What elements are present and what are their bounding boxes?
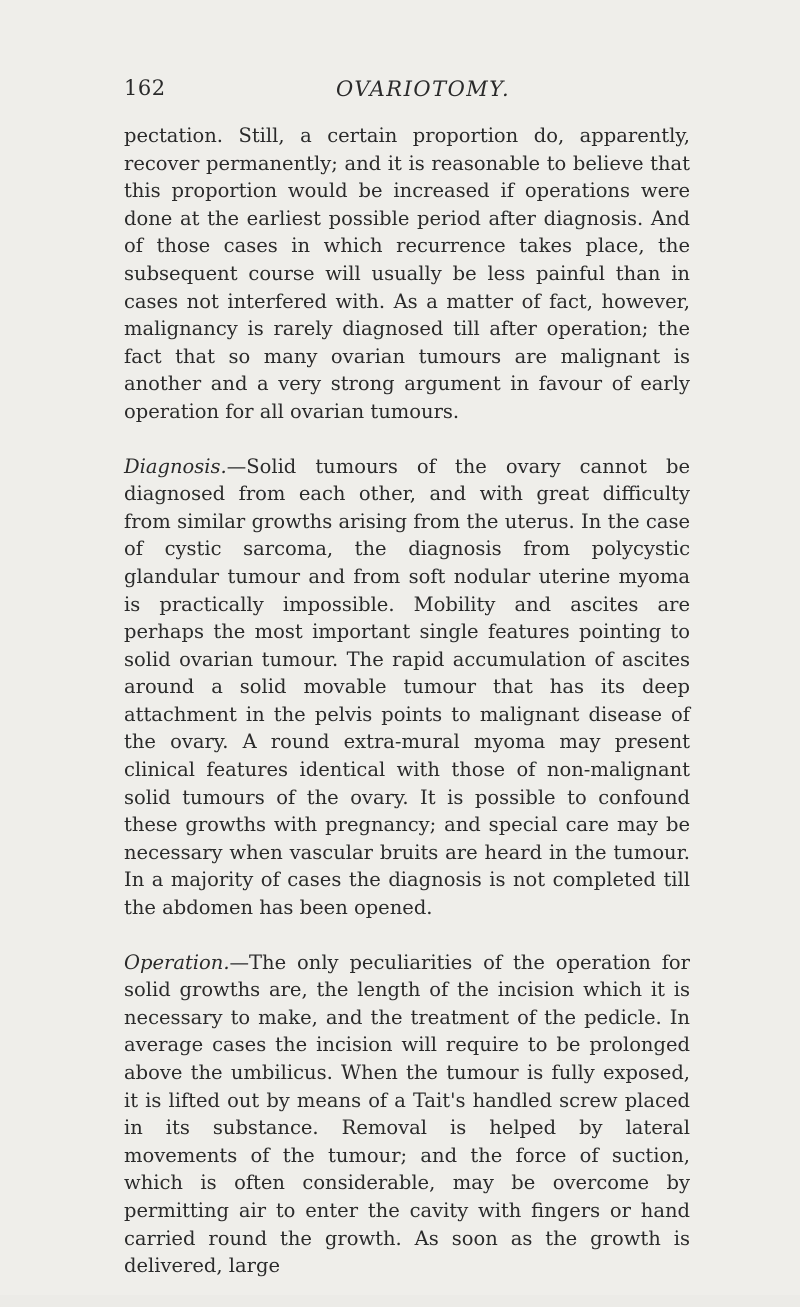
paragraph-diagnosis — [124, 453, 690, 922]
section-heading-diagnosis: Diagnosis. — [124, 454, 227, 478]
paragraph-operation — [124, 949, 690, 1280]
running-title: OVARIOTOMY. — [336, 77, 511, 101]
page-header — [124, 76, 684, 106]
paragraph-text: pectation. Still, a certain proportion do, apparently, recover permanently; and it is reasonable to believe that this proportion would be increased if operations were done at the earliest possible period after diagnosis. And of those cases in which recurrence takes place, the subsequent course will usually be less painful than in cases not interfered with. As a matter of fact, however, malignancy is rarely diagnosed till after operation; the fact that so many ovarian tumours are malignant is another and a very strong argument in favour of early operation for all ovarian tumours. — [124, 124, 690, 423]
page-number: 162 — [124, 76, 166, 100]
paragraph-continuation — [124, 122, 690, 426]
paragraph-text: —Solid tumours of the ovary cannot be diagnosed from each other, and with great difficulty from similar growths arising from the uterus. In the case of cystic sarcoma, the diagnosis from polycystic glandular tumour and from soft nodular uterine myoma is practically impossible. Mobility and ascites are perhaps the most important single features pointing to solid ovarian tumour. The rapid accumulation of ascites around a solid movable tumour that has its deep attachment in the pelvis points to malignant disease of the ovary. A round extra-mural myoma may present clinical features identical with those of non-malignant solid tumours of the ovary. It is possible to confound these growths with pregnancy; and special care may be necessary when vascular bruits are heard in the tumour. In a majority of cases the diagnosis is not completed till the abdomen has been opened. — [124, 454, 690, 920]
body-text — [124, 122, 690, 1307]
paragraph-text: —The only peculiarities of the operation for solid growths are, the length of the incision which it is necessary to make, and the treatment of the pedicle. In average cases the incision will require to be prolonged above the umbilicus. When the tumour is fully exposed, it is lifted out by means of a Tait's handled screw placed in its substance. Removal is helped by lateral movements of the tumour; and the force of suction, which is often considerable, may be overcome by permitting air to enter the cavity with fingers or hand carried round the growth. As soon as the growth is delivered, large — [124, 950, 690, 1278]
section-heading-operation: Operation. — [124, 950, 230, 974]
